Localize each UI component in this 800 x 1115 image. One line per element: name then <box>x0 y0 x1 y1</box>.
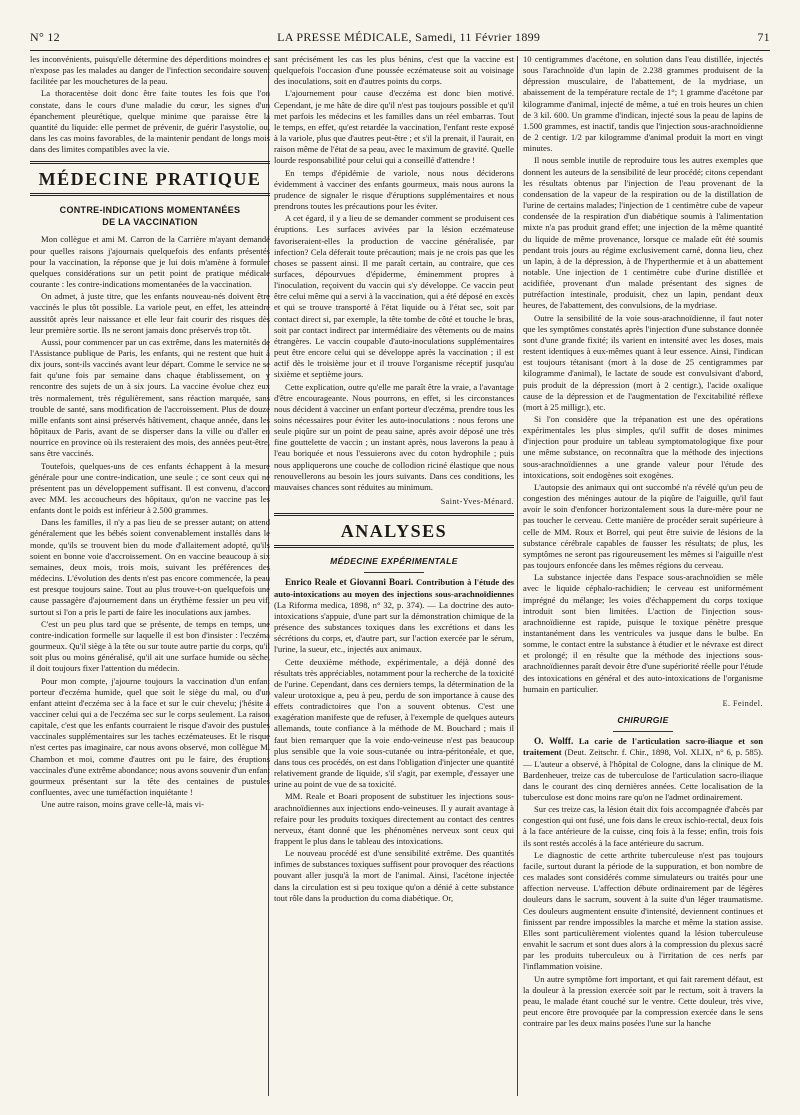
analysis-lead <box>274 577 514 655</box>
paragraph: On admet, à juste titre, que les enfants nouveau-nés doivent être vaccinés le plus tôt possible. La variole peut, en effet, les atteindre aussitôt après leur naissance et elle leur fait courir des risques dès leur première sortie. Ils ne seront jamais donc préservés trop tôt. <box>30 291 270 335</box>
column-divider <box>517 56 518 1096</box>
header-rule <box>30 50 770 51</box>
paragraph: Un autre symptôme fort important, et qui fait rarement défaut, est la douleur à la pression exercée soit par le rectum, soit à travers la peau, le malade étant couché sur le ventre. Cette douleur, très vive, peut encore être provoquée par la compression exercée dans le sens contraire par les deux mains posées l'une sur la hanche <box>523 973 763 1029</box>
paragraph: L'autopsie des animaux qui ont succombé n'a révélé qu'un peu de congestion des méninges autour de la piqûre de l'aiguille, qu'il faut avoir le soin d'enfoncer horizontalement sous la dure-mère pour ne pas toucher le cerveau. Cette manière de procéder serait supérieure à celle de MM. Roux et Borrel, qui peut être suivie de lésions de la substance cérébrale capables de fausser les résultats; de plus, les symptômes ne seront pas rigoureusement les mêmes si l'aiguille n'est pas toujours enfoncée dans les mêmes régions du cerveau. <box>523 481 763 571</box>
paragraph: Le diagnostic de cette arthrite tuberculeuse n'est pas toujours facile, surtout durant la période de la suppuration, et bon nombre de ces malades sont considérés comme simulateurs ou traités pour une affection nerveuse. L'affection débute ordinairement par de légères douleurs dans le sacrum, souvent à la suite d'un léger traumatisme. Ces douleurs augmentent ensuite d'intensité, deviennent continues et finissent par rendre impossibles la marche et même la station assise. Elles sont particulièrement violentes quand la lésion tuberculeuse envahit le sacrum et sont dues alors à la compression du plexus sacré par les produits tuberculeux ou à l'irritation de ces nerfs par l'inflammation voisine. <box>523 849 763 972</box>
paragraph: Sur ces treize cas, la lésion était dix fois accompagnée d'abcès par congestion qui ont fusé, une fois dans le creux ischio-rectal, deux fois à la face antérieure de la cuisse, cinq fois à la fesse; enfin, trois fois ils sont restés accolés à la face antérieure du sacrum. <box>523 804 763 848</box>
paragraph: Outre la sensibilité de la voie sous-arachnoïdienne, il faut noter que les symptômes constatés après l'injection d'une substance donnée sont d'une grande fixité; ils varient en intensité avec les doses, mais restent identiques à eux-mêmes quant à leur essence. Ainsi, l'indican est toujours tétanisant (mort à la dose de 25 centigrammes par kilogramme d'animal), le lactate de soude est convulsivant d'abord, puis produit de la dépression (mort à 2 centigr.), l'acide oxalique cause de la dépression et de l'augmentation de l'excitabilité réflexe (mort à 25 milligr.), etc. <box>523 312 763 412</box>
paragraph: C'est un peu plus tard que se présente, de temps en temps, une contre-indication formelle sur laquelle il est bon d'insister : l'eczéma gourmeux. Qu'il siège à la tête ou sur toute autre partie du corps, qu'il soit plus ou moins généralisé, qu'il ait une surface humide ou sèche, il doit toujours fixer l'attention du médecin. <box>30 618 270 674</box>
analysis-reference: (Deut. Zeitschr. f. Chir., 1898, Vol. XLIX, n° 6, p. 585). — L'auteur a observé, à l'hôpital de Cologne, dans la clinique de M. Bardenheuer, treize cas de tuberculose de l'articulation sacro-iliaque dans le courant des cinq dernières années. Cette localisation de la tuberculose est donc moins rare qu'on ne l'admet ordinairement. <box>523 747 763 802</box>
paragraph: La substance injectée dans l'espace sous-arachnoïdien se mêle avec le liquide céphalo-rachidien; le cerveau est uniformément imprégné du mélange; les voies d'échappement du corps toxique introduit sont bien limitées. L'action de l'injection sous-arachnoïdienne est rapide, puisque le toxique pénètre presque instantanément dans les ventricules va jusque dans le bulbe. En somme, le contact entre la substance à étudier et le névraxe est direct et prolongé; il en résulte que la méthode des injections sous-arachnoïdiennes paraît devoir être d'une supériorité réelle pour l'étude des intoxications en général et des auto-intoxications de l'organisme humain en particulier. <box>523 572 763 694</box>
paragraph: En temps d'épidémie de variole, nous nous déciderons évidemment à vacciner des enfants gourmeux, mais nous aurons la prudence de signaler le risque d'éruptions supplémentaires et nous prendrons toutes les précautions pour les éviter. <box>274 167 514 212</box>
paragraph: Dans les familles, il n'y a pas lieu de se presser autant; on attend généralement que les bébés soient convenablement installés dans le monde, qu'ils se trouvent bien du mode d'allaitement adopté, qu'ils soient en bonne voie d'accroissement. On en vaccine beaucoup à six semaines, deux mois, trois mois, suivant les préférences des médecins. L'évolution des dents n'est pas encore commencée, la peau est presque toujours saine. Tout au plus trouve-t-on quelquefois une cause passagère d'ajournement dans un érythème fessier un peu vif, surtout si l'on a pris le parti de faire les inoculations aux jambes. <box>30 517 270 617</box>
column-3 <box>523 54 763 1094</box>
paragraph: Cette deuxième méthode, expérimentale, a déjà donné des résultats très appréciables, notamment pour la recherche de la toxicité de l'urine. Cependant, dans ces derniers temps, la détermination de la valeur urotoxique a, peu à peu, perdu de son importance à cause des effets contradictoires que l'on a souvent obtenus. C'est une exagération manifeste que de refuser, à l'exemple de quelques auteurs allemands, toute confiance à la méthode de M. Bouchard ; mais il faut bien remarquer que la voie endo-veineuse n'est pas beaucoup plus sensible que la voie sous-cutanée ou intra-péritonéale, et que, dans tous ces procédés, on est dans l'obligation d'injecter une quantité relativement grande de liquide, s'il s'agit, par exemple, d'essayer une urine au point de vue de sa toxicité. <box>274 656 514 790</box>
paragraph: 10 centigrammes d'acétone, en solution dans l'eau distillée, injectés sous l'arachnoïde d'un lapin de 2.238 grammes produisent de la dépression musculaire, de l'abattement, de la mydriase, un abaissement de la température rectale de 1°; 1 gramme d'acétone par kilogramme d'animal, injecté de même, a tué en trois heures un chien de 3 kil. 600. Un gramme d'indican, injecté sous la peau de lapins de 1.500 grammes, est inactif, tandis que l'injection sous-arachnoïdienne de 2 centigr. 1/2 par kilogramme d'animal produit la mort en vingt minutes. <box>523 54 763 154</box>
author-signature: E. Feindel. <box>722 698 763 708</box>
rubric-heading: CHIRURGIE <box>617 715 669 726</box>
rubric-rule <box>613 731 673 732</box>
paragraph: MM. Reale et Boari proposent de substituer les injections sous-arachnoïdiennes aux injections endo-veineuses. Il y aurait avantage à refaire pour les produits toxiques directement au contact des centres nerveux, étant donné que les phénomènes nerveux sont ceux qui frappent le plus dans le tableau des intoxications. <box>274 791 514 846</box>
article-title-line: CONTRE-INDICATIONS MOMENTANÉES <box>59 205 241 216</box>
paragraph: Aussi, pour commencer par un cas extrême, dans les maternités de l'Assistance publique de Paris, les enfants, qui ne restent que huit à dix jours, sont-ils vaccinés avant leur départ. Comme le service ne se fait qu'une fois par semaine dans chaque établissement, on y rencontre des sujets de un à six jours. La vaccine évolue chez eux très normalement, très régulièrement, sans réaction marquée, sans trouble de santé, sans modification de l'accroissement. Plus de douze mille enfants sont ainsi préservés hâtivement, chaque année, dans les hôpitaux de Paris, avant de se disperser dans la ville ou d'aller en nourrice en province où ils resteraient des mois, des années peut-être, sans être vaccinés. <box>30 336 270 459</box>
paragraph: les inconvénients, puisqu'elle détermine des déperditions moindres et n'expose pas les malades au danger de l'infection secondaire souvent facilitée par les mouchetures de la peau. <box>30 54 270 87</box>
running-head <box>30 30 770 48</box>
paragraph: Pour mon compte, j'ajourne toujours la vaccination d'un enfant porteur d'eczéma humide, quel que soit le siège du mal, ou d'un enfant atteint d'eczéma sec à la face et sur le cuir chevelu; j'hésite à vacciner celui qui a de l'eczéma sec sur le corps seulement. La raison capitale, c'est que les enfants courraient le risque d'avoir des pustules vaccinales supplémentaires sur les taches eczémateuses. Et le risque n'est certes pas imaginaire, car nous avons observé, mon collègue M. Chambon et moi, comme d'autres ont pu le faire, des éruptions vaccinales d'une extrême abondance; nous avons souvenir d'un enfant gourmeux présentant sur la tête des centaines de pustules confluentes, avec une tuméfaction inquiétante ! <box>30 675 270 798</box>
analysis-title: La carie de l'articulation sacro-iliaque et son traitement <box>523 736 763 758</box>
paragraph: Une autre raison, moins grave celle-là, mais vi- <box>41 799 204 810</box>
article-title-line: DE LA VACCINATION <box>102 217 198 228</box>
paragraph: A cet égard, il y a lieu de se demander comment se produisent ces éruptions. Les surfaces avivées par la lésion eczémateuse favoriseraient-elles la production de vaccine généralisée, par infection? Cela déferait toute précaution; mais je ne crois pas que les choses se passent ainsi. Il me paraît certain, au contraire, que ces surfaces, dépourvues d'épiderme, éminemment propres à l'inoculation, reçoivent du vaccin qui s'y développe. Ce vaccin peut être celui même qui a servi à la vaccination, qui a été déposé en excès et qui se trouve transporté à l'état liquide ou à l'état sec, soit par contact direct si, par exemple, la tête tombe de côté et touche le bras, soit par contact indirect par intermédiaire des vêtements ou de mains étrangères. Le vaccin coupable d'auto-inoculations supplémentaires peut être encore celui qui se développe après la vaccination ; il est actif dès le troisième jour et il trouve l'organisme réceptif jusqu'au sixième et septième jours. <box>274 213 514 380</box>
analysis-lead <box>523 736 763 803</box>
section-title: MÉDECINE PRATIQUE <box>30 161 270 196</box>
author-signature: Saint-Yves-Ménard. <box>440 497 514 507</box>
paragraph: Il nous semble inutile de reproduire tous les autres exemples que donnent les auteurs de la sensibilité de leur procédé; citons cependant les résultats obtenus par l'injection de l'eau provenant de la condensation de la vapeur de la respiration ou de la distillation de l'urine de certains malades; l'injection de 1 centimètre cube de vapeur condensée de la respiration d'un diabétique soumis à l'alimentation mixte n'a pas produit grand effet; une injection de la même quantité du liquide de même provenance, lorsque ce malade eût été soumis pendant trois jours au régime exclusivement carné, donna lieu, chez un lapin, à de la dépression, à de l'hyperthermie et à un abattement notable. Une injection de 1 centimètre cube d'urine distillée et acidifiée, provenant d'un malade présentant des signes de putréfaction intestinale, produisit, chez un lapin, pendant deux heures, de l'abattement, des convulsions, de la mydriase. <box>523 155 763 311</box>
analysis-title: Contribution à l'étude des auto-intoxications au moyen des injections sous-arachnoïdiennes <box>274 577 514 599</box>
masthead: LA PRESSE MÉDICALE, Samedi, 11 Février 1899 <box>277 30 541 44</box>
paragraph: Toutefois, quelques-uns de ces enfants échappent à la mesure générale pour une contre-indication, une seule ; ce sont ceux qui ne présentent pas un développement suffisant. Il est convenu, d'accord avec MM. les accoucheurs des hôpitaux, qu'on ne vaccine pas les enfants dont le poids est inférieur à 2.500 grammes. <box>30 460 270 516</box>
column-1 <box>30 54 270 1094</box>
paragraph: L'ajournement pour cause d'eczéma est donc bien motivé. Cependant, je me hâte de dire qu'il n'est pas toujours possible et qu'il met parfois les médecins et les familles dans un réel embarras. Tout le temps, en effet, qu'est retardée la vaccination, l'enfant reste exposé à la variole, plus que d'autres peut-être ; et s'il la prenait, il l'aurait, en raison même de l'état de sa peau, avec le maximum de gravité. Quelle lourde responsabilité pour celui qui a conseillé d'attendre ! <box>274 88 514 166</box>
page-number: 71 <box>757 30 770 44</box>
column-2 <box>274 54 514 1094</box>
paragraph: Si l'on considère que la trépanation est une des opérations expérimentales les plus simples, qu'il suffit de doses minimes d'injection pour produire un tableau symptomatologique fixe pour une même substance, on reconnaîtra que la méthode des injections sous-arachnoïdiennes a une grande valeur pour l'étude des intoxications, soit endogènes soit exogènes. <box>523 414 763 480</box>
paragraph: sant précisément les cas les plus bénins, c'est que la vaccine est quelquefois l'occasion d'une poussée eczémateuse soit au voisinage des inoculations, soit en d'autres points du corps. <box>274 54 514 87</box>
article-title <box>30 204 270 228</box>
analysis-authors: O. Wolff. <box>534 736 574 747</box>
issue-number: N° 12 <box>30 30 60 44</box>
paragraph: La thoracentèse doit donc être faite toutes les fois que l'on constate, dans le cours d'une maladie du cœur, les signes d'un épanchement pleurétique, quelque minime que paraisse être la quantité du liquide: elle permet de prévenir, de guérir l'asystolie, ou, dans les cas moins favorables, de la maintenir pendant de longs mois dans des limites compatibles avec la vie. <box>30 88 270 155</box>
paragraph: Le nouveau procédé est d'une sensibilité extrême. Des quantités infimes de substances toxiques suffisent pour provoquer des réactions pouvant aller jusqu'à la mort de l'animal. Ainsi, l'acétone injectée dans la circulation est si peu toxique qu'on a dénié à cette substance tout rôle dans la production du coma diabétique. Or, <box>274 848 514 903</box>
paragraph: Cette explication, outre qu'elle me paraît être la vraie, a l'avantage d'être encourageante. Nous pourrons, en effet, si les circonstances nous décident à vacciner un enfant porteur d'eczéma, prendre tous les soins nécessaires pour éviter les auto-inoculations : nous ferons une seule piqûre sur un point de peau saine, après avoir déposé une très fine gouttelette de vaccin ; un instant après, nous laverons la peau à l'eau boriquée et nous l'essuierons avec du coton hydrophile ; puis nous appliquerons une couche de collodion riciné élastique que nous renouvellerons au besoin les jours suivants. Dans ces conditions, les mauvaises chances sont réduites au minimum. <box>274 381 514 492</box>
section-title: ANALYSES <box>274 513 514 548</box>
paragraph: Mon collègue et ami M. Carron de la Carrière m'ayant demandé pour quelles raisons j'ajournais quelquefois des enfants présentés pour la vaccination, la réponse que je lui dois m'amène à formuler quelques considérations sur un petit point de pratique médicale courante : les contre-indications momentanées de la vaccination. <box>30 234 270 290</box>
analysis-authors: Enrico Reale et Giovanni Boari. <box>285 577 414 588</box>
rubric-rule <box>364 572 424 573</box>
rubric-heading: MÉDECINE EXPÉRIMENTALE <box>330 556 458 567</box>
analysis-reference: (La Riforma medica, 1898, n° 32, p. 374). — La doctrine des auto-intoxications s'appuie, d'une part sur la démonstration chimique de la présence des substances toxiques dans les excrétions et dans les sécrétions du corps, et, d'autre part, sur l'action exercée par le sérum, l'urine, la sueur, etc., injectés aux animaux. <box>274 599 514 655</box>
